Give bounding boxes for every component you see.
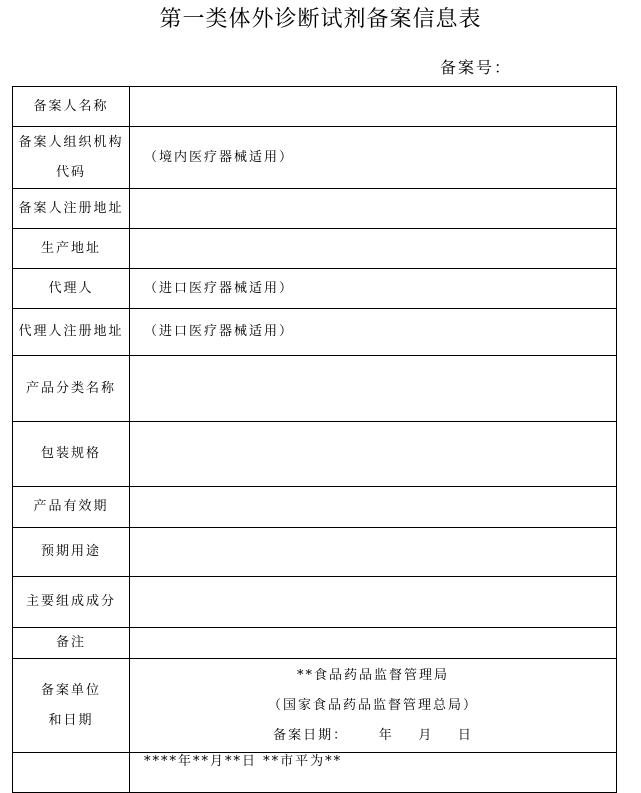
row-label-remarks: 备注 — [13, 628, 130, 659]
table-row — [13, 356, 617, 422]
row-value-intended-use — [130, 528, 617, 577]
row-label-production-address: 生产地址 — [13, 229, 130, 269]
table-row — [13, 87, 617, 127]
table-row — [13, 309, 617, 356]
table-row — [13, 127, 617, 189]
row-label-main-components: 主要组成成分 — [13, 577, 130, 628]
table-row — [13, 659, 617, 753]
row-label-org-code-line-2: 代码 — [55, 164, 86, 180]
row-label-filing-unit-line-2: 和日期 — [48, 712, 94, 728]
row-value-org-code: （境内医疗器械适用） — [130, 127, 617, 189]
row-value-partial: ****年**月**日 **市平为** — [130, 753, 617, 793]
table-row — [13, 528, 617, 577]
row-label-org-code-line-1: 备案人组织机构 — [18, 134, 124, 150]
row-value-main-components — [130, 577, 617, 628]
row-label-shelf-life: 产品有效期 — [13, 487, 130, 528]
table-row — [13, 577, 617, 628]
row-label-agent: 代理人 — [13, 269, 130, 309]
row-value-production-address — [130, 229, 617, 269]
row-label-org-code — [13, 127, 130, 189]
filing-info-table — [12, 86, 617, 793]
row-value-product-category — [130, 356, 617, 422]
row-label-partial — [13, 753, 130, 793]
row-value-agent-address: （进口医疗器械适用） — [130, 309, 617, 356]
table-row — [13, 189, 617, 229]
row-label-agent-address: 代理人注册地址 — [13, 309, 130, 356]
row-value-remarks — [130, 628, 617, 659]
row-label-package-spec: 包装规格 — [13, 422, 130, 487]
row-value-filer-address — [130, 189, 617, 229]
table-row — [13, 753, 617, 793]
row-value-shelf-life — [130, 487, 617, 528]
table-row — [13, 487, 617, 528]
row-label-filing-unit-line-1: 备案单位 — [40, 682, 101, 698]
filing-date-line: 备案日期： 年 月 日 — [273, 727, 473, 743]
row-label-product-category: 产品分类名称 — [13, 356, 130, 422]
table-row — [13, 422, 617, 487]
row-value-filing-unit — [130, 659, 617, 753]
row-label-filing-unit — [13, 659, 130, 753]
record-number-label: 备案号： — [440, 58, 513, 77]
row-value-package-spec — [130, 422, 617, 487]
row-value-filer-name — [130, 87, 617, 127]
row-label-filer-name: 备案人名称 — [13, 87, 130, 127]
table-row — [13, 628, 617, 659]
table-row — [13, 229, 617, 269]
document-title: 第一类体外诊断试剂备案信息表 — [159, 7, 482, 32]
general-administration: （国家食品药品监督管理总局） — [267, 697, 478, 713]
row-label-intended-use: 预期用途 — [13, 528, 130, 577]
filing-authority: **食品药品监督管理局 — [296, 667, 449, 683]
table-row — [13, 269, 617, 309]
row-label-filer-address: 备案人注册地址 — [13, 189, 130, 229]
row-value-agent: （进口医疗器械适用） — [130, 269, 617, 309]
